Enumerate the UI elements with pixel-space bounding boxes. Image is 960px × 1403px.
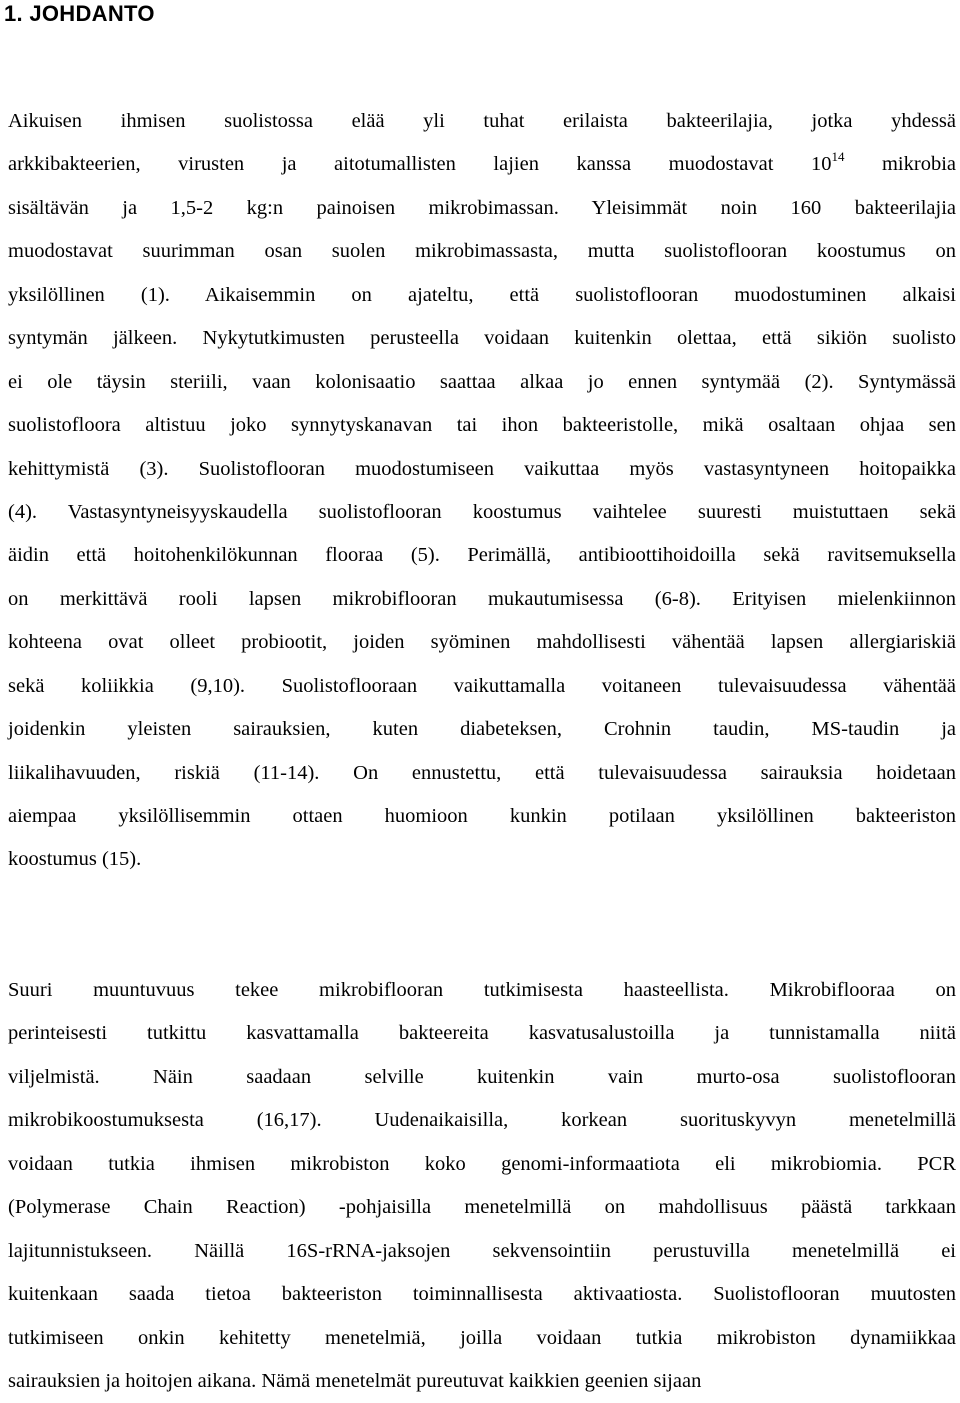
text-line: viljelmistä. Näin saadaan selville kuitenkin vain murto-osa suolistoflooran xyxy=(8,1065,956,1088)
text-line: tutkimiseen onkin kehitetty menetelmiä, joilla voidaan tutkia mikrobiston dynamiikkaa xyxy=(8,1326,956,1349)
text-line: sairauksien ja hoitojen aikana. Nämä menetelmät pureutuvat kaikkien geenien sijaan xyxy=(8,1369,702,1392)
text-line: perinteisesti tutkittu kasvattamalla bakteereita kasvatusalustoilla ja tunnistamalla niitä xyxy=(8,1022,956,1045)
text-line: aiempaa yksilöllisemmin ottaen huomioon kunkin potilaan yksilöllinen bakteeriston xyxy=(8,805,956,827)
text-line: muodostavat suurimman osan suolen mikrobimassasta, mutta suolistoflooran koostumus on xyxy=(8,240,956,263)
text-line: lajitunnistukseen. Näillä 16S-rRNA-jaksojen sekvensointiin perustuvilla menetelmillä ei xyxy=(8,1239,956,1262)
text-line: Suuri muuntuvuus tekee mikrobiflooran tutkimisesta haasteellista. Mikrobiflooraa on xyxy=(8,979,956,1001)
exponent: 14 xyxy=(831,149,845,165)
text-line: sekä koliikkia (9,10). Suolistoflooraan vaikuttamalla voitaneen tulevaisuudessa vähentää xyxy=(8,674,956,697)
text-line: liikalihavuuden, riskiä (11-14). On ennustettu, että tulevaisuudessa sairauksia hoidetaan xyxy=(8,761,956,784)
text-line: kehittymistä (3). Suolistoflooran muodostumiseen vaikuttaa myös vastasyntyneen hoitopaikka xyxy=(8,457,956,480)
text-segment: mikrobia xyxy=(844,153,956,176)
paragraph-2 xyxy=(8,969,956,1403)
text-line: (4). Vastasyntyneisyyskaudella suolistoflooran koostumus vaihtelee suuresti muistuttaen sekä xyxy=(8,500,956,523)
text-line: (Polymerase Chain Reaction) -pohjaisilla menetelmillä on mahdollisuus päästä tarkkaan xyxy=(8,1196,956,1219)
text-line: sisältävän ja 1,5-2 kg:n painoisen mikrobimassan. Yleisimmät noin 160 bakteerilajia xyxy=(8,196,956,219)
section-heading: 1. JOHDANTO xyxy=(4,1,155,26)
text-segment: arkkibakteerien, virusten ja aitotumallisten lajien kanssa muodostavat 10 xyxy=(8,153,832,176)
paragraph-1 xyxy=(8,100,956,882)
text-line: ei ole täysin steriili, vaan kolonisaatio saattaa alkaa jo ennen syntymää (2). Syntymässä xyxy=(8,370,956,393)
text-line: mikrobikoostumuksesta (16,17). Uudenaikaisilla, korkean suorituskyvyn menetelmillä xyxy=(8,1109,956,1132)
text-line: on merkittävä rooli lapsen mikrobiflooran mukautumisessa (6-8). Erityisen mielenkiinnon xyxy=(8,587,956,610)
text-line: Aikuisen ihmisen suolistossa elää yli tuhat erilaista bakteerilajia, jotka yhdessä xyxy=(8,110,956,132)
text-line: äidin että hoitohenkilökunnan flooraa (5). Perimällä, antibioottihoidoilla sekä ravitsemuksella xyxy=(8,544,956,567)
text-line: kuitenkaan saada tietoa bakteeriston toiminnallisesta aktivaatiosta. Suolistoflooran muutosten xyxy=(8,1283,956,1306)
text-line: koostumus (15). xyxy=(8,848,142,871)
text-line: yksilöllinen (1). Aikaisemmin on ajateltu, että suolistoflooran muodostuminen alkaisi xyxy=(8,283,956,306)
text-line: syntymän jälkeen. Nykytutkimusten perusteella voidaan kuitenkin olettaa, että sikiön suolisto xyxy=(8,327,956,350)
text-line: joidenkin yleisten sairauksien, kuten diabeteksen, Crohnin taudin, MS-taudin ja xyxy=(8,718,956,741)
text-line: kohteena ovat olleet probiootit, joiden syöminen mahdollisesti vähentää lapsen allergiariskiä xyxy=(8,631,956,654)
text-line: voidaan tutkia ihmisen mikrobiston koko genomi-informaatiota eli mikrobiomia. PCR xyxy=(8,1152,956,1175)
text-line: suolistofloora altistuu joko synnytyskanavan tai ihon bakteeristolle, mikä osaltaan ohjaa sen xyxy=(8,414,956,437)
text-line xyxy=(8,143,956,186)
